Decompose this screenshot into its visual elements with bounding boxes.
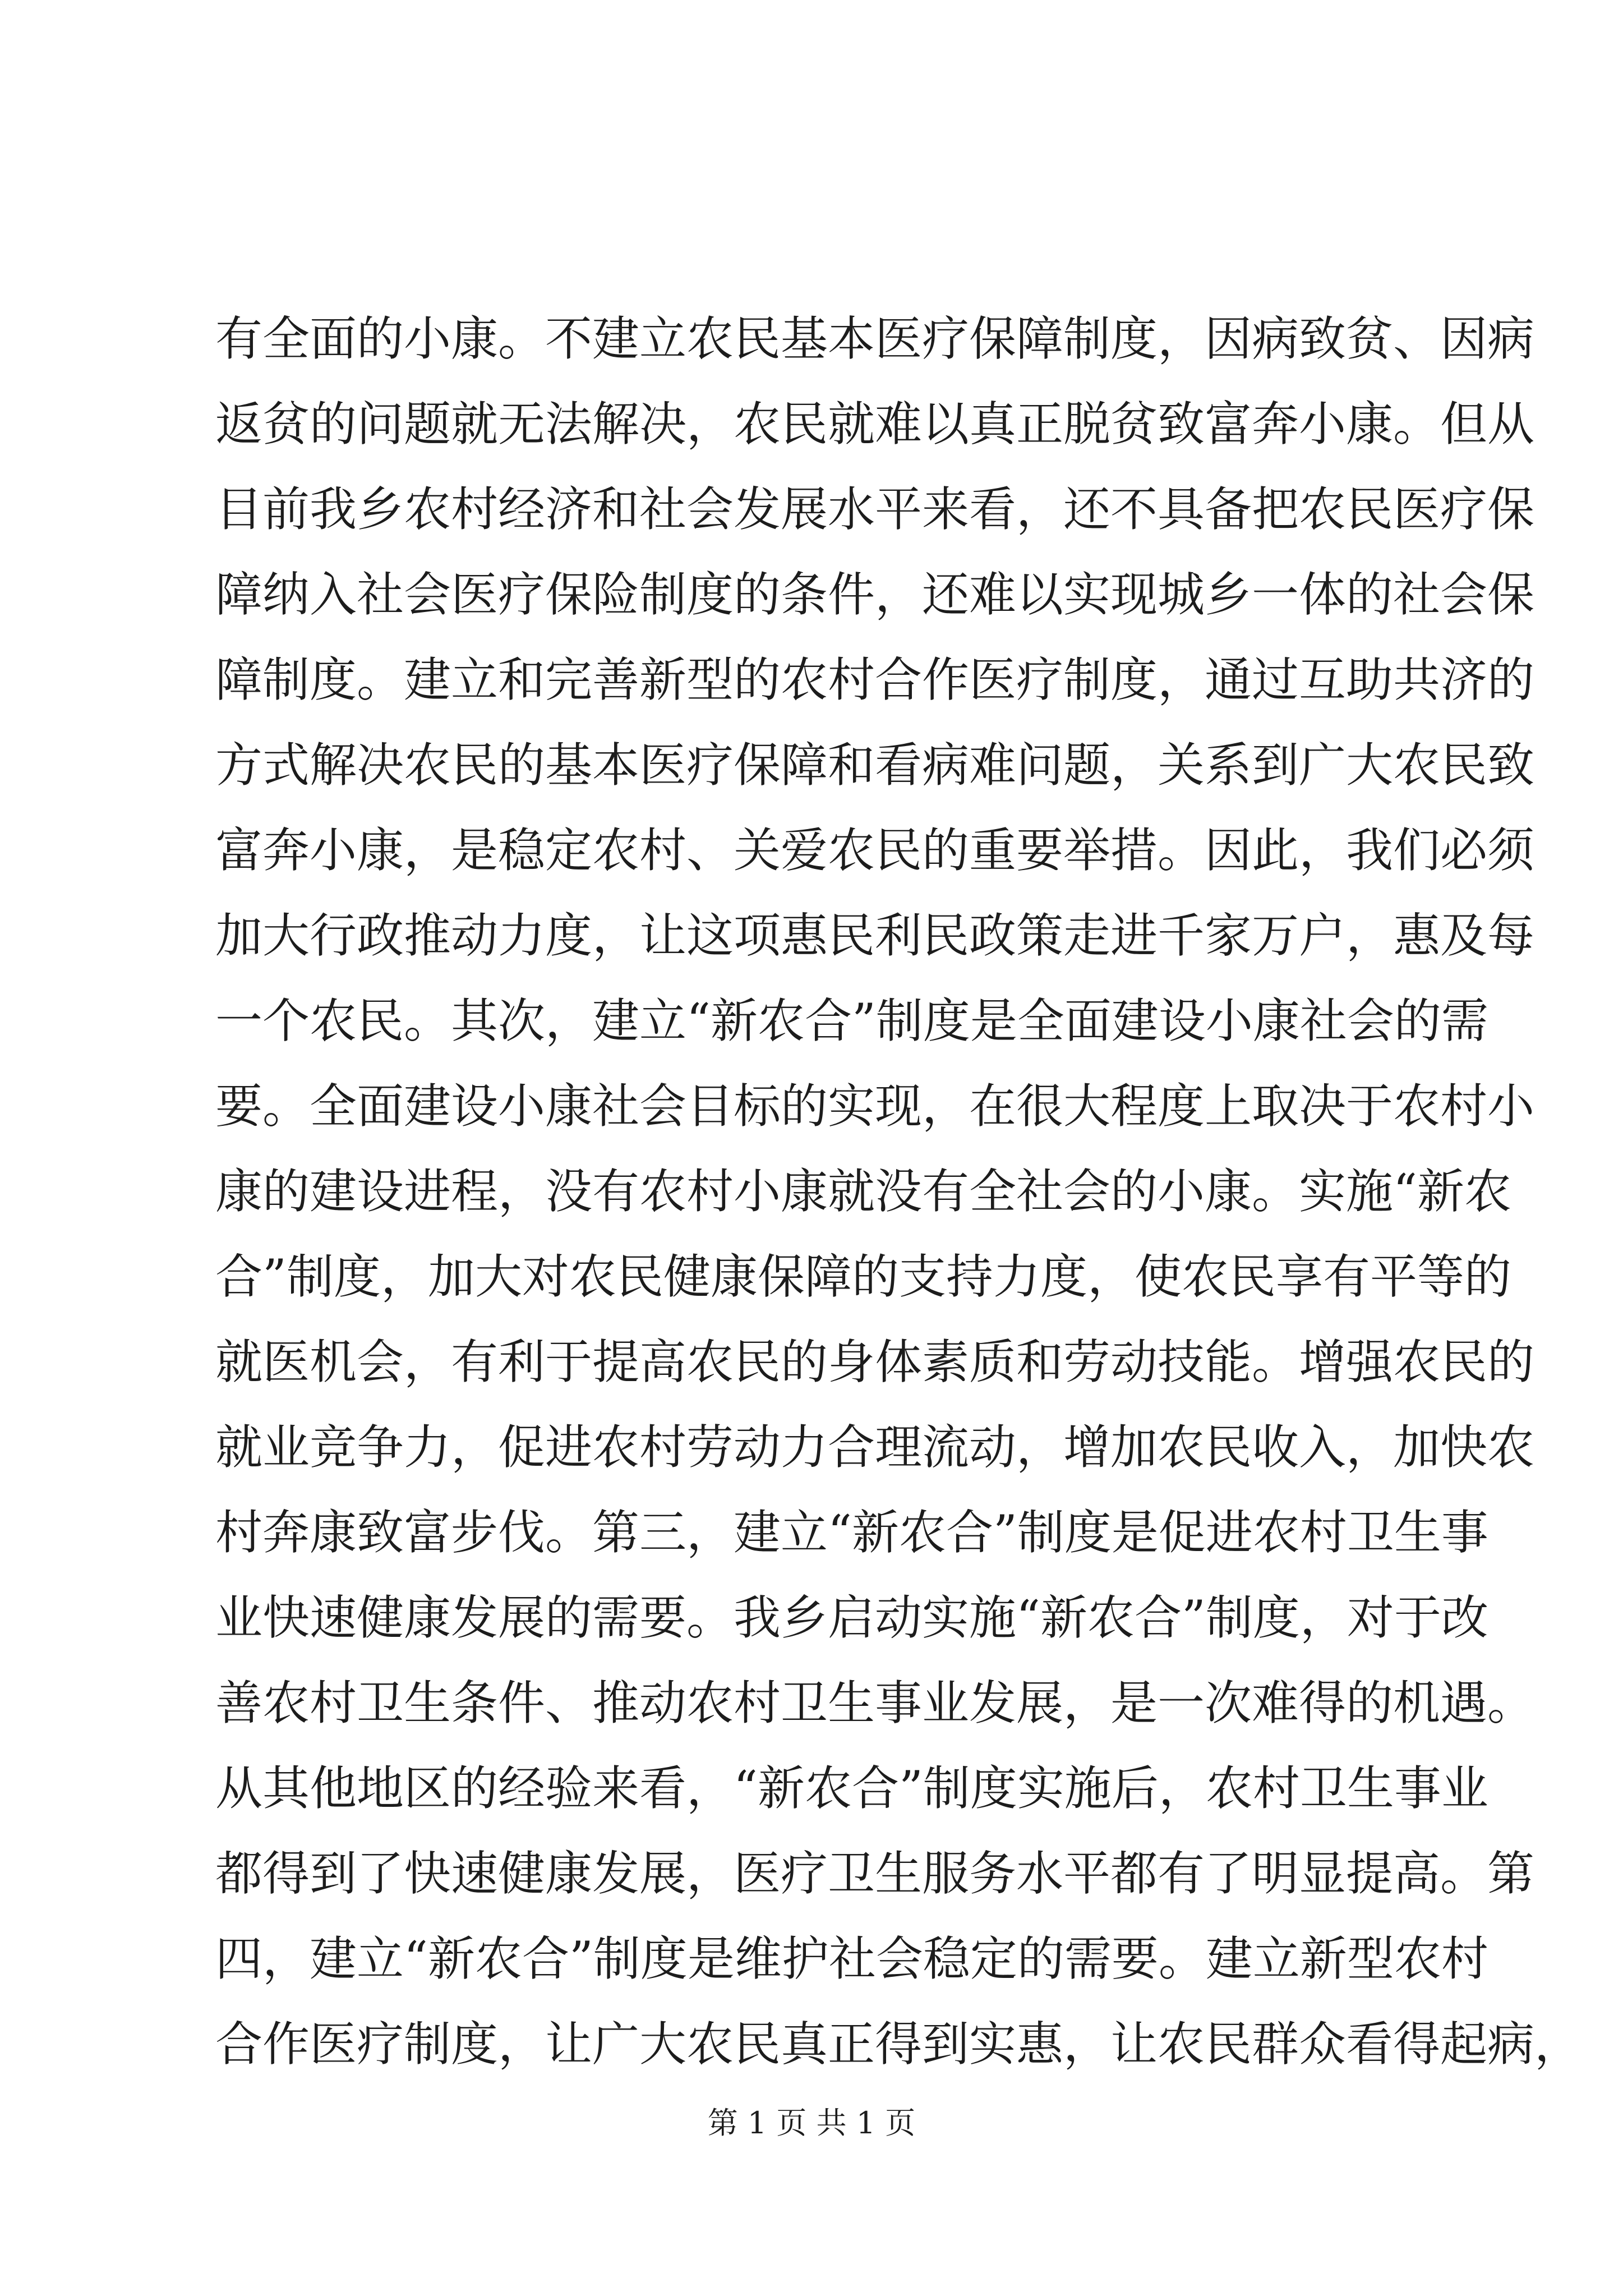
text-line: 一个农民。其次，建立“新农合”制度是全面建设小康社会的需 bbox=[215, 993, 1488, 1048]
text-line: 障制度。建立和完善新型的农村合作医疗制度，通过互助共济的 bbox=[215, 652, 1535, 707]
text-line: 合作医疗制度，让广大农民真正得到实惠，让农民群众看得起病， bbox=[215, 2017, 1582, 2072]
text-line: 就医机会，有利于提高农民的身体素质和劳动技能。增强农民的 bbox=[215, 1335, 1535, 1389]
text-line: 合”制度，加大对农民健康保障的支持力度，使农民享有平等的 bbox=[215, 1249, 1511, 1304]
text-line: 村奔康致富步伐。第三，建立“新农合”制度是促进农村卫生事 bbox=[215, 1505, 1488, 1560]
text-line: 要。全面建设小康社会目标的实现，在很大程度上取决于农村小 bbox=[215, 1079, 1535, 1134]
body-text bbox=[215, 296, 1582, 2087]
page-footer: 第 1 页 共 1 页 bbox=[707, 2105, 916, 2141]
text-line: 富奔小康，是稳定农村、关爱农民的重要举措。因此，我们必须 bbox=[215, 823, 1535, 878]
text-line: 目前我乡农村经济和社会发展水平来看，还不具备把农民医疗保 bbox=[215, 482, 1535, 537]
text-line: 就业竞争力，促进农村劳动力合理流动，增加农民收入，加快农 bbox=[215, 1420, 1535, 1475]
text-line: 善农村卫生条件、推动农村卫生事业发展，是一次难得的机遇。 bbox=[215, 1676, 1535, 1731]
text-line: 有全面的小康。不建立农民基本医疗保障制度，因病致贫、因病 bbox=[215, 311, 1535, 366]
text-line: 从其他地区的经验来看，“新农合”制度实施后，农村卫生事业 bbox=[215, 1761, 1488, 1816]
text-line: 业快速健康发展的需要。我乡启动实施“新农合”制度，对于改 bbox=[215, 1590, 1488, 1645]
text-line: 康的建设进程，没有农村小康就没有全社会的小康。实施“新农 bbox=[215, 1164, 1511, 1219]
text-line: 四，建立“新农合”制度是维护社会稳定的需要。建立新型农村 bbox=[215, 1931, 1488, 1986]
text-line: 返贫的问题就无法解决，农民就难以真正脱贫致富奔小康。但从 bbox=[215, 397, 1535, 452]
text-line: 加大行政推动力度，让这项惠民利民政策走进千家万户，惠及每 bbox=[215, 908, 1535, 963]
text-line: 方式解决农民的基本医疗保障和看病难问题，关系到广大农民致 bbox=[215, 738, 1535, 793]
text-line: 障纳入社会医疗保险制度的条件，还难以实现城乡一体的社会保 bbox=[215, 567, 1535, 622]
text-line: 都得到了快速健康发展，医疗卫生服务水平都有了明显提高。第 bbox=[215, 1846, 1535, 1901]
